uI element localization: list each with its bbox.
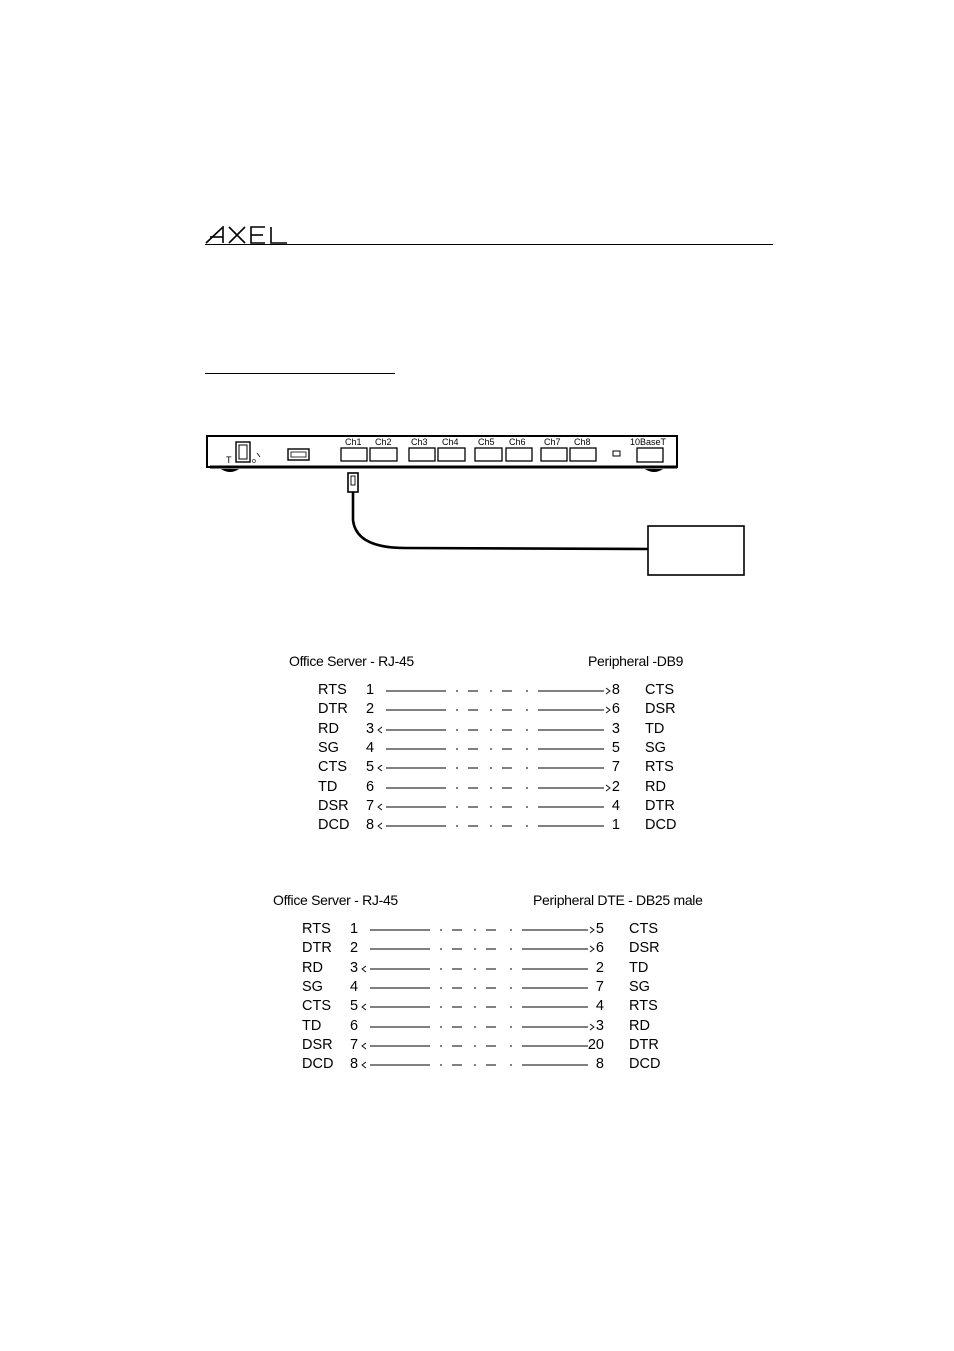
pin-row — [302, 921, 682, 939]
arrow-right-icon — [590, 927, 594, 933]
left-pin: 8 — [366, 817, 375, 834]
left-signal: CTS — [302, 998, 331, 1015]
left-signal: DCD — [302, 1056, 334, 1073]
pin-row — [318, 798, 698, 816]
signal-line — [376, 759, 626, 777]
switch-label: T — [226, 455, 232, 465]
right-signal: TD — [629, 959, 649, 976]
left-signal: DTR — [302, 940, 332, 957]
right-signal: DCD — [645, 817, 677, 834]
right-pin: 3 — [595, 1017, 604, 1034]
right-signal: RD — [645, 778, 666, 795]
left-pin: 3 — [366, 720, 375, 737]
arrow-left-icon — [362, 1004, 366, 1010]
axel-logo-icon — [205, 226, 291, 244]
arrow-left-icon — [362, 1062, 366, 1068]
signal-line — [360, 979, 610, 997]
signal-line — [360, 960, 610, 978]
peripheral-box — [648, 526, 744, 575]
right-pin: 5 — [611, 739, 620, 756]
axel-logo — [205, 226, 291, 249]
right-pin: 8 — [595, 1056, 604, 1073]
signal-line — [360, 921, 610, 939]
right-signal: SG — [629, 978, 650, 995]
cable2-right-title: Peripheral DTE - DB25 male — [533, 892, 703, 908]
section-rule — [205, 373, 395, 374]
left-signal: RTS — [318, 682, 347, 698]
left-pin: 8 — [350, 1056, 359, 1073]
signal-line — [360, 1056, 610, 1074]
pin-row — [302, 940, 682, 958]
rj45-plug-icon — [348, 473, 358, 492]
right-pin: 2 — [595, 959, 604, 976]
signal-line — [376, 779, 626, 797]
left-pin: 2 — [350, 940, 359, 957]
left-signal: DTR — [318, 701, 348, 718]
signal-line — [376, 740, 626, 758]
left-pin: 7 — [350, 1036, 359, 1053]
right-pin: 5 — [595, 921, 604, 937]
left-foot — [221, 469, 239, 472]
left-pin: 6 — [366, 778, 375, 795]
left-signal: SG — [302, 978, 323, 995]
svg-text:Ch1: Ch1 — [345, 437, 362, 447]
svg-text:Ch4: Ch4 — [442, 437, 459, 447]
pin-row — [318, 721, 698, 739]
right-pin: 4 — [611, 797, 620, 814]
cable1-right-title: Peripheral -DB9 — [588, 653, 684, 669]
arrow-left-icon — [362, 966, 366, 972]
right-signal: RTS — [629, 998, 658, 1015]
arrow-left-icon — [378, 727, 382, 733]
left-signal: DSR — [318, 797, 349, 814]
pin-row — [302, 960, 682, 978]
signal-line — [376, 721, 626, 739]
left-signal: RD — [318, 720, 339, 737]
pin-row — [318, 817, 698, 835]
svg-text:Ch7: Ch7 — [544, 437, 561, 447]
arrow-right-icon — [606, 707, 610, 713]
arrow-left-icon — [378, 804, 382, 810]
pin-row — [302, 1056, 682, 1074]
right-pin: 4 — [595, 998, 604, 1015]
right-pin: 6 — [595, 940, 604, 957]
right-signal: RD — [629, 1017, 650, 1034]
power-symbol-icon: o — [252, 458, 256, 465]
pin-row — [318, 740, 698, 758]
arrow-right-icon — [606, 688, 610, 694]
cable1-left-title: Office Server - RJ-45 — [289, 653, 414, 669]
pin-row — [318, 759, 698, 777]
left-pin: 6 — [350, 1017, 359, 1034]
arrow-left-icon — [378, 823, 382, 829]
right-pin: 7 — [611, 759, 620, 776]
pin-row — [302, 998, 682, 1016]
left-pin: 4 — [350, 978, 359, 995]
left-signal: DCD — [318, 817, 350, 834]
signal-line — [360, 998, 610, 1016]
header-rule — [205, 244, 773, 245]
arrow-right-icon — [590, 1024, 594, 1030]
left-pin: 4 — [366, 739, 375, 756]
left-signal: TD — [302, 1017, 322, 1034]
signal-line — [376, 682, 626, 700]
svg-text:10BaseT: 10BaseT — [630, 437, 667, 447]
connection-diagram — [200, 425, 760, 585]
right-signal: DTR — [629, 1036, 659, 1053]
right-pin: 3 — [611, 720, 620, 737]
right-signal: DCD — [629, 1056, 661, 1073]
pin-row — [318, 682, 698, 700]
svg-text:Ch6: Ch6 — [509, 437, 526, 447]
arrow-right-icon — [606, 785, 610, 791]
right-signal: CTS — [645, 682, 674, 698]
signal-line — [376, 701, 626, 719]
left-signal: SG — [318, 739, 339, 756]
pin-row — [302, 1018, 682, 1036]
right-signal: DTR — [645, 797, 675, 814]
right-signal: TD — [645, 720, 665, 737]
right-signal: DSR — [645, 701, 676, 718]
arrow-left-icon — [378, 765, 382, 771]
right-pin: 6 — [611, 701, 620, 718]
pin-row — [302, 1037, 682, 1055]
signal-line — [376, 798, 626, 816]
left-signal: DSR — [302, 1036, 333, 1053]
pin-row — [318, 779, 698, 797]
left-pin: 1 — [350, 921, 359, 937]
left-signal: CTS — [318, 759, 347, 776]
left-pin: 7 — [366, 797, 375, 814]
left-pin: 5 — [366, 759, 375, 776]
right-pin: 2 — [611, 778, 620, 795]
right-signal: DSR — [629, 940, 660, 957]
svg-text:Ch2: Ch2 — [375, 437, 392, 447]
right-pin: 7 — [595, 978, 604, 995]
pin-row — [318, 701, 698, 719]
signal-line — [360, 1037, 610, 1055]
arrow-right-icon — [590, 946, 594, 952]
left-pin: 1 — [366, 682, 375, 698]
svg-text:Ch3: Ch3 — [411, 437, 428, 447]
right-foot — [645, 469, 663, 472]
left-pin: 3 — [350, 959, 359, 976]
arrow-left-icon — [362, 1043, 366, 1049]
right-pin: 8 — [611, 682, 620, 698]
signal-line — [360, 940, 610, 958]
left-pin: 2 — [366, 701, 375, 718]
left-signal: RD — [302, 959, 323, 976]
signal-line — [360, 1018, 610, 1036]
cable2-left-title: Office Server - RJ-45 — [273, 892, 398, 908]
left-signal: TD — [318, 778, 338, 795]
serial-cable — [353, 492, 648, 549]
svg-text:Ch5: Ch5 — [478, 437, 495, 447]
left-signal: RTS — [302, 921, 331, 937]
svg-text:Ch8: Ch8 — [574, 437, 591, 447]
signal-line — [376, 817, 626, 835]
right-pin: 20 — [587, 1036, 604, 1053]
right-signal: SG — [645, 739, 666, 756]
right-signal: CTS — [629, 921, 658, 937]
left-pin: 5 — [350, 998, 359, 1015]
right-signal: RTS — [645, 759, 674, 776]
pin-row — [302, 979, 682, 997]
right-pin: 1 — [611, 817, 620, 834]
